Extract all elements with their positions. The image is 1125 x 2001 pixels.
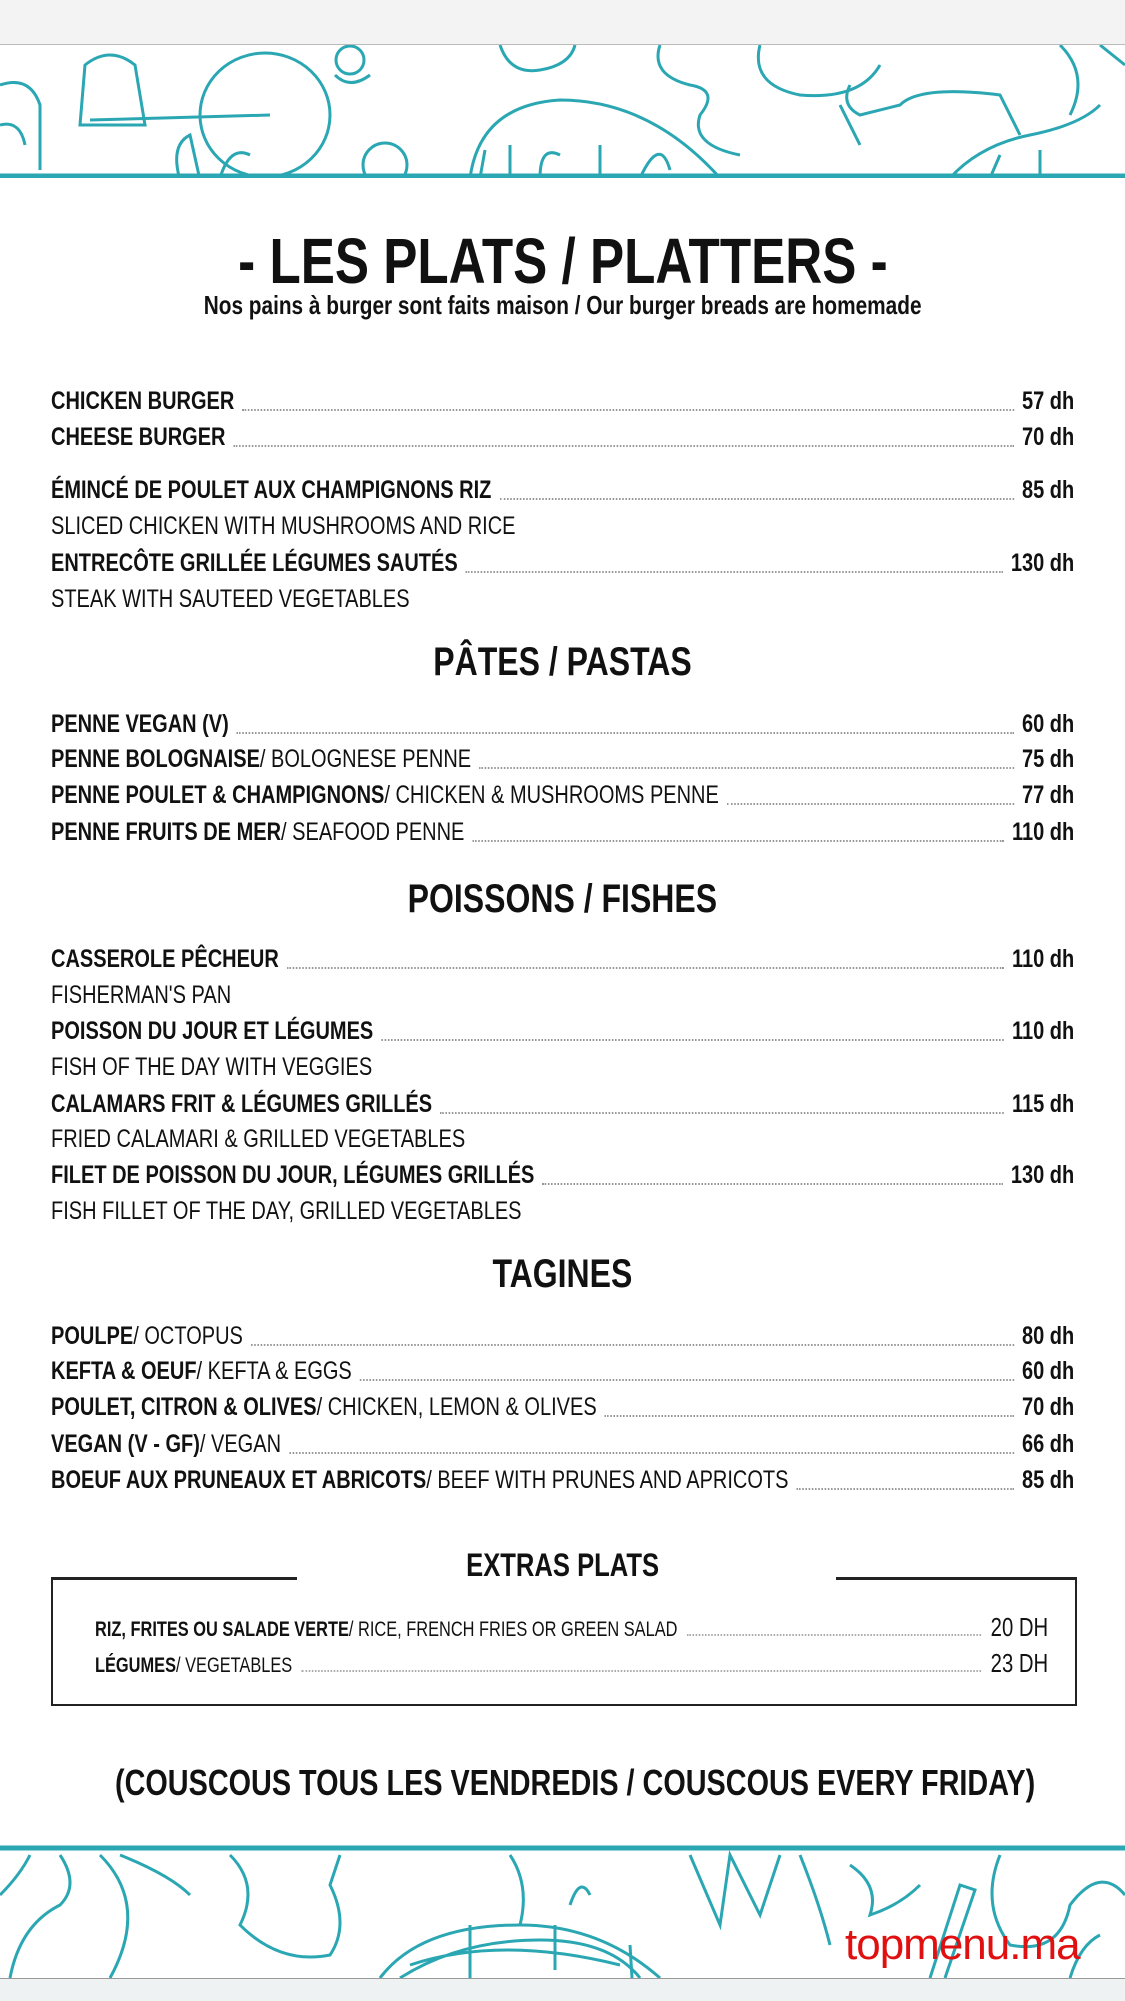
menu-item <box>51 1322 1074 1354</box>
menu-item-translation: / VEGAN <box>199 1430 282 1458</box>
menu-item-description: FRIED CALAMARI & GRILLED VEGETABLES <box>51 1125 466 1153</box>
dotted-leader <box>472 840 1004 842</box>
watermark-text: topmenu.ma <box>845 1920 1080 1969</box>
menu-item <box>51 1357 1074 1389</box>
menu-item-description: FISHERMAN'S PAN <box>51 981 232 1009</box>
dotted-leader <box>605 1415 1014 1417</box>
browser-bottom-bar <box>0 1978 1125 2001</box>
menu-item-translation: / KEFTA & EGGS <box>196 1357 352 1385</box>
menu-item-translation: / OCTOPUS <box>133 1322 243 1350</box>
menu-item <box>51 1017 1074 1049</box>
extras-item-price: 23 DH <box>990 1648 1049 1678</box>
menu-item-translation: / BEEF WITH PRUNES AND APRICOTS <box>426 1466 789 1494</box>
menu-item-price: 80 dh <box>1021 1322 1075 1350</box>
menu-item-name: PENNE BOLOGNAISE <box>51 745 260 773</box>
dotted-leader <box>302 1670 982 1672</box>
menu-item <box>51 423 1074 455</box>
dotted-leader <box>542 1183 1002 1185</box>
menu-item-price: 130 dh <box>1010 549 1075 577</box>
browser-top-bar <box>0 0 1125 45</box>
extras-item-name: RIZ, FRITES OU SALADE VERTE <box>95 1618 349 1641</box>
menu-item <box>51 549 1074 581</box>
menu-item-price: 130 dh <box>1010 1161 1075 1189</box>
extras-heading: EXTRAS PLATS <box>466 1547 659 1583</box>
menu-item-name: PENNE VEGAN (V) <box>51 710 229 738</box>
section-heading: TAGINES <box>492 1252 633 1296</box>
extras-item <box>95 1648 1048 1679</box>
menu-item-name: CHICKEN BURGER <box>51 387 235 415</box>
couscous-note: (COUSCOUS TOUS LES VENDREDIS / COUSCOUS EVERY FRIDAY) <box>115 1762 1036 1803</box>
top-illustration-band <box>0 45 1125 178</box>
menu-item-name: CHEESE BURGER <box>51 423 226 451</box>
menu-item-price: 85 dh <box>1021 1466 1075 1494</box>
extras-box-top-left-line <box>51 1577 297 1580</box>
menu-item-name: FILET DE POISSON DU JOUR, LÉGUMES GRILLÉS <box>51 1161 535 1189</box>
menu-item-price: 77 dh <box>1021 781 1075 809</box>
menu-item-name: PENNE POULET & CHAMPIGNONS <box>51 781 385 809</box>
menu-item-price: 110 dh <box>1011 818 1075 846</box>
menu-item-price: 85 dh <box>1021 476 1075 504</box>
extras-item <box>95 1612 1048 1643</box>
extras-item-price: 20 DH <box>990 1612 1049 1642</box>
menu-item-description: STEAK WITH SAUTEED VEGETABLES <box>51 585 410 613</box>
menu-item-name: KEFTA & OEUF <box>51 1357 197 1385</box>
menu-item-name: BOEUF AUX PRUNEAUX ET ABRICOTS <box>51 1466 427 1494</box>
page-title: - LES PLATS / PLATTERS - <box>237 225 888 297</box>
menu-item-description: FISH FILLET OF THE DAY, GRILLED VEGETABLES <box>51 1197 522 1225</box>
menu-item-price: 70 dh <box>1021 423 1075 451</box>
menu-item <box>51 476 1074 508</box>
extras-item-translation: / VEGETABLES <box>175 1654 293 1677</box>
menu-item-price: 75 dh <box>1021 745 1075 773</box>
menu-item-name: PENNE FRUITS DE MER <box>51 818 282 846</box>
dotted-leader <box>237 732 1014 734</box>
menu-item-name: POULET, CITRON & OLIVES <box>51 1393 317 1421</box>
extras-box-top-right-line <box>836 1577 1077 1580</box>
menu-item <box>51 1430 1074 1462</box>
dotted-leader <box>242 409 1014 411</box>
menu-item-translation: / BOLOGNESE PENNE <box>259 745 472 773</box>
page-subtitle: Nos pains à burger sont faits maison / Our burger breads are homemade <box>203 290 922 320</box>
section-heading: PÂTES / PASTAS <box>433 640 692 684</box>
menu-item-description: FISH OF THE DAY WITH VEGGIES <box>51 1053 373 1081</box>
menu-item-price: 70 dh <box>1021 1393 1075 1421</box>
dotted-leader <box>499 498 1014 500</box>
menu-item-name: VEGAN (V - GF) <box>51 1430 200 1458</box>
section-heading: POISSONS / FISHES <box>407 877 718 921</box>
menu-item <box>51 945 1074 977</box>
menu-item-name: CALAMARS FRIT & LÉGUMES GRILLÉS <box>51 1090 433 1118</box>
menu-item <box>51 1161 1074 1193</box>
menu-item-name: ÉMINCÉ DE POULET AUX CHAMPIGNONS RIZ <box>51 476 492 504</box>
menu-item <box>51 1393 1074 1425</box>
dotted-leader <box>466 571 1003 573</box>
menu-item <box>51 1466 1074 1498</box>
dotted-leader <box>381 1039 1004 1041</box>
extras-item-translation: / RICE, FRENCH FRIES OR GREEN SALAD <box>348 1618 678 1641</box>
menu-item <box>51 781 1074 813</box>
dotted-leader <box>289 1452 1014 1454</box>
menu-item-price: 57 dh <box>1021 387 1075 415</box>
menu-item <box>51 1090 1074 1122</box>
menu-item-price: 60 dh <box>1021 1357 1075 1385</box>
menu-item-price: 60 dh <box>1021 710 1075 738</box>
menu-item-name: CASSEROLE PÊCHEUR <box>51 945 279 973</box>
menu-item-name: ENTRECÔTE GRILLÉE LÉGUMES SAUTÉS <box>51 549 458 577</box>
menu-item-name: POULPE <box>51 1322 134 1350</box>
extras-item-name: LÉGUMES <box>95 1654 176 1677</box>
menu-item-translation: / CHICKEN & MUSHROOMS PENNE <box>384 781 719 809</box>
dotted-leader <box>360 1379 1014 1381</box>
dotted-leader <box>727 803 1014 805</box>
menu-item <box>51 745 1074 777</box>
menu-item-name: POISSON DU JOUR ET LÉGUMES <box>51 1017 374 1045</box>
dotted-leader <box>251 1344 1014 1346</box>
dotted-leader <box>687 1634 981 1636</box>
dotted-leader <box>440 1112 1004 1114</box>
menu-item <box>51 387 1074 419</box>
menu-item <box>51 818 1074 850</box>
menu-item-translation: / CHICKEN, LEMON & OLIVES <box>316 1393 597 1421</box>
dotted-leader <box>479 767 1014 769</box>
menu-item-price: 66 dh <box>1021 1430 1075 1458</box>
menu-item-price: 110 dh <box>1011 1017 1075 1045</box>
dotted-leader <box>233 445 1013 447</box>
menu-item <box>51 710 1074 742</box>
dotted-leader <box>797 1488 1014 1490</box>
menu-item-translation: / SEAFOOD PENNE <box>281 818 465 846</box>
menu-item-price: 110 dh <box>1011 945 1075 973</box>
menu-item-price: 115 dh <box>1011 1090 1075 1118</box>
dotted-leader <box>287 967 1004 969</box>
menu-item-description: SLICED CHICKEN WITH MUSHROOMS AND RICE <box>51 512 516 540</box>
